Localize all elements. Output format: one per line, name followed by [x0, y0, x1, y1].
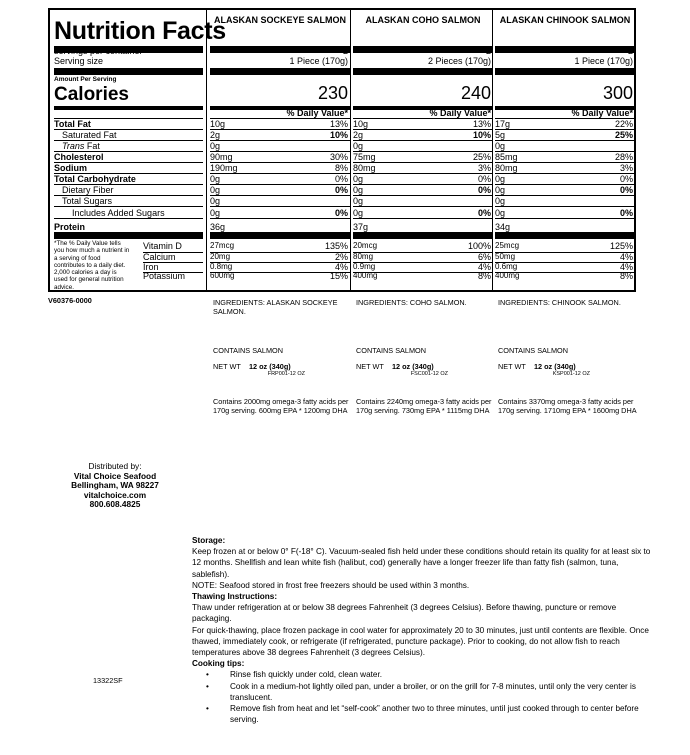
- daily-value-header: % Daily Value*: [571, 108, 633, 118]
- ingredients-text: INGREDIENTS: COHO SALMON.: [356, 298, 467, 307]
- total-fat-dv: 22%: [614, 119, 633, 129]
- thawing-text: Thaw under refrigeration at or below 38 degrees Fahrenheit (3 degrees Celsius). Before thawing, puncture or remove packaging.: [192, 603, 617, 624]
- iron-dv: 4%: [334, 262, 348, 272]
- cholesterol-value: 75mg: [353, 152, 376, 162]
- servings-value: 2: [627, 46, 633, 56]
- calcium-dv: 2%: [334, 252, 348, 262]
- potassium-label: Potassium: [143, 271, 186, 281]
- trans-fat-value: 0g: [353, 141, 364, 151]
- omega-3-info: Contains 3370mg omega-3 fatty acids per 170g serving. 1710mg EPA * 1600mg DHA: [498, 397, 637, 415]
- potassium-value: 400mg: [353, 271, 378, 280]
- sodium-label: Sodium: [54, 163, 87, 173]
- cooking-tips-list: [192, 669, 654, 725]
- dietary-fiber-value: 0g: [353, 185, 364, 195]
- company-website: vitalchoice.com: [83, 489, 147, 500]
- net-weight-line: NET WT 12 oz (340g): [356, 362, 434, 371]
- product-column-sockeye: [210, 10, 350, 290]
- dietary-fiber-value: 0g: [495, 185, 506, 195]
- product-column-chinook: [495, 10, 635, 290]
- protein-label: Protein: [54, 222, 86, 232]
- calcium-label: Calcium: [143, 252, 176, 262]
- cholesterol-dv: 30%: [329, 152, 348, 162]
- panel-code: V60376-0000: [48, 296, 92, 305]
- cholesterol-dv: 25%: [472, 152, 491, 162]
- omega-3-info: Contains 2000mg omega-3 fatty acids per 170g serving. 600mg EPA * 1200mg DHA: [213, 397, 349, 415]
- saturated-fat-value: 2g: [210, 130, 221, 140]
- daily-value-footnote: *The % Daily Value tells you how much a nutrient in a serving of food contributes to a daily diet. 2,000 calories a day is used for general nutrition advice.: [54, 240, 130, 291]
- total-sugars-value: 0g: [210, 196, 221, 206]
- sodium-dv: 3%: [477, 163, 491, 173]
- sodium-dv: 3%: [619, 163, 633, 173]
- vitamin-d-value: 27mcg: [210, 241, 235, 250]
- company-name: Vital Choice Seafood: [73, 470, 157, 481]
- iron-value: 0.6mg: [495, 262, 518, 271]
- company-address: Bellingham, WA 98227: [71, 480, 159, 490]
- serving-size-value: 2 Pieces (170g): [427, 56, 491, 66]
- calories-label: Calories: [54, 84, 129, 105]
- potassium-value: 400mg: [495, 271, 520, 280]
- added-sugars-dv: 0%: [619, 208, 633, 218]
- dietary-fiber-value: 0g: [210, 185, 221, 195]
- potassium-dv: 8%: [619, 271, 633, 281]
- storage-instructions: [192, 535, 654, 725]
- calories-value: 240: [460, 83, 491, 103]
- calcium-value: 80mg: [353, 252, 374, 261]
- list-item: • Cook in a medium-hot lightly oiled pan, under a broiler, or on the grill for 7-8 minutes, until only the very center is translucent.: [192, 681, 654, 703]
- contains-allergen: CONTAINS SALMON: [356, 346, 427, 355]
- protein-value: 37g: [353, 222, 369, 232]
- iron-dv: 4%: [477, 262, 491, 272]
- saturated-fat-dv: 25%: [614, 130, 633, 140]
- iron-label: Iron: [143, 262, 159, 272]
- calcium-value: 20mg: [210, 252, 231, 261]
- calcium-dv: 4%: [619, 252, 633, 262]
- vitamin-d-label: Vitamin D: [143, 241, 182, 251]
- saturated-fat-label: Saturated Fat: [62, 130, 117, 140]
- potassium-dv: 15%: [329, 271, 348, 281]
- ingredients-text: INGREDIENTS: ALASKAN SOCKEYE SALMON.: [213, 298, 338, 316]
- total-fat-value: 10g: [210, 119, 226, 129]
- product-name: ALASKAN SOCKEYE SALMON: [213, 15, 346, 25]
- product-name: ALASKAN CHINOOK SALMON: [499, 15, 631, 25]
- total-fat-label: Total Fat: [54, 119, 91, 129]
- column-divider: [350, 10, 351, 290]
- trans-fat-label: Trans Fat: [62, 141, 100, 151]
- vitamin-d-dv: 100%: [467, 241, 491, 251]
- dietary-fiber-dv: 0%: [619, 185, 633, 195]
- saturated-fat-dv: 10%: [472, 130, 491, 140]
- product-name: ALASKAN COHO SALMON: [365, 15, 481, 25]
- dietary-fiber-dv: 0%: [334, 185, 348, 195]
- vitamin-d-dv: 125%: [609, 241, 633, 251]
- column-divider: [206, 10, 207, 290]
- servings-value: 2: [485, 46, 491, 56]
- dietary-fiber-dv: 0%: [477, 185, 491, 195]
- saturated-fat-value: 5g: [495, 130, 506, 140]
- serving-size-value: 1 Piece (170g): [289, 56, 348, 66]
- cholesterol-value: 85mg: [495, 152, 518, 162]
- cholesterol-label: Cholesterol: [54, 152, 104, 162]
- calcium-dv: 6%: [477, 252, 491, 262]
- sku-code: FSC001-12 OZ: [410, 371, 448, 377]
- ingredients-text: INGREDIENTS: CHINOOK SALMON.: [498, 298, 621, 307]
- amount-per-serving-label: Amount Per Serving: [54, 76, 117, 83]
- nutrition-facts-title: Nutrition Facts: [54, 17, 226, 45]
- potassium-dv: 8%: [477, 271, 491, 281]
- net-weight-line: NET WT 12 oz (340g): [213, 362, 291, 371]
- total-sugars-label: Total Sugars: [62, 196, 113, 206]
- added-sugars-value: 0g: [353, 208, 364, 218]
- total-fat-value: 10g: [353, 119, 369, 129]
- added-sugars-value: 0g: [210, 208, 221, 218]
- added-sugars-dv: 0%: [477, 208, 491, 218]
- omega-3-info: Contains 2240mg omega-3 fatty acids per 170g serving. 730mg EPA * 1115mg DHA: [356, 397, 492, 415]
- storage-note: NOTE: Seafood stored in frost free freezers should be used within 3 months.: [192, 580, 470, 590]
- contains-allergen: CONTAINS SALMON: [213, 346, 284, 355]
- product-column-coho: [353, 10, 493, 290]
- protein-value: 34g: [495, 222, 511, 232]
- trans-fat-value: 0g: [495, 141, 506, 151]
- total-carb-dv: 0%: [619, 174, 633, 184]
- storage-text: Keep frozen at or below 0° F(-18° C). Vacuum-sealed fish held under these conditions should retain its quality for at least six to 12 months. Shellfish and lean white fish (halibut, cod) generally have a longer freezer life than fatty fish (salmon, tuna, sablefish).: [192, 547, 651, 579]
- sodium-value: 190mg: [210, 163, 238, 173]
- list-item: • Remove fish from heat and let “self-cook” another two to three minutes, until just cooked through to center before serving.: [192, 703, 654, 725]
- cholesterol-dv: 28%: [614, 152, 633, 162]
- calories-value: 230: [317, 83, 348, 103]
- added-sugars-value: 0g: [495, 208, 506, 218]
- nutrition-facts-panel: [48, 8, 636, 292]
- total-sugars-value: 0g: [495, 196, 506, 206]
- distributor-block: [40, 462, 190, 510]
- trans-fat-value: 0g: [210, 141, 221, 151]
- servings-value: 2: [342, 46, 348, 56]
- total-carb-value: 0g: [353, 174, 364, 184]
- storage-title: Storage:: [192, 536, 226, 545]
- iron-value: 0.9mg: [353, 262, 376, 271]
- total-carb-value: 0g: [210, 174, 221, 184]
- added-sugars-dv: 0%: [334, 208, 348, 218]
- daily-value-header: % Daily Value*: [286, 108, 348, 118]
- sodium-value: 80mg: [495, 163, 518, 173]
- sodium-dv: 8%: [334, 163, 348, 173]
- dietary-fiber-label: Dietary Fiber: [62, 185, 114, 195]
- company-phone: 800.608.4825: [89, 499, 141, 509]
- protein-value: 36g: [210, 222, 226, 232]
- total-fat-dv: 13%: [329, 119, 348, 129]
- added-sugars-label: Includes Added Sugars: [72, 208, 165, 218]
- divider: [54, 68, 203, 75]
- iron-dv: 4%: [619, 262, 633, 272]
- total-carb-dv: 0%: [334, 174, 348, 184]
- saturated-fat-value: 2g: [353, 130, 364, 140]
- net-weight-line: NET WT 12 oz (340g): [498, 362, 576, 371]
- quick-thaw-text: For quick-thawing, place frozen package in cool water for approximately 20 to 30 minutes, just until contents are flexible. Once thawed, immediately cook, or refrigerate (if refrigerated, puncture package). Prior to cooking, do not allow fish to reach temperatures above 38 degrees Fahrenheit (3 degrees Celsius).: [192, 625, 649, 658]
- total-sugars-value: 0g: [353, 196, 364, 206]
- bottom-code: 13322SF: [93, 676, 123, 685]
- servings-per-container-label: servings per container: [54, 46, 143, 56]
- daily-value-header: % Daily Value*: [429, 108, 491, 118]
- serving-size-value: 1 Piece (170g): [574, 56, 633, 66]
- sku-code: KSP001-12 OZ: [552, 371, 590, 377]
- total-fat-dv: 13%: [472, 119, 491, 129]
- distributed-by-label: Distributed by:: [88, 461, 142, 471]
- calcium-value: 50mg: [495, 252, 516, 261]
- total-fat-value: 17g: [495, 119, 511, 129]
- divider: [54, 106, 203, 110]
- contains-allergen: CONTAINS SALMON: [498, 346, 569, 355]
- iron-value: 0.8mg: [210, 262, 233, 271]
- total-carb-dv: 0%: [477, 174, 491, 184]
- cholesterol-value: 90mg: [210, 152, 233, 162]
- list-item: • Rinse fish quickly under cold, clean water.: [192, 669, 654, 680]
- total-carb-value: 0g: [495, 174, 506, 184]
- divider: [54, 232, 203, 239]
- sku-code: FRP001-12 OZ: [267, 371, 305, 377]
- vitamin-d-value: 20mcg: [353, 241, 378, 250]
- serving-size-label: Serving size: [54, 56, 104, 66]
- sodium-value: 80mg: [353, 163, 376, 173]
- potassium-value: 600mg: [210, 271, 235, 280]
- vitamin-d-dv: 135%: [324, 241, 348, 251]
- total-carbohydrate-label: Total Carbohydrate: [54, 174, 136, 184]
- thawing-title: Thawing Instructions:: [192, 592, 278, 602]
- vitamin-d-value: 25mcg: [495, 241, 520, 250]
- saturated-fat-dv: 10%: [329, 130, 348, 140]
- calories-value: 300: [602, 83, 633, 103]
- cooking-tips-title: Cooking tips:: [192, 659, 245, 669]
